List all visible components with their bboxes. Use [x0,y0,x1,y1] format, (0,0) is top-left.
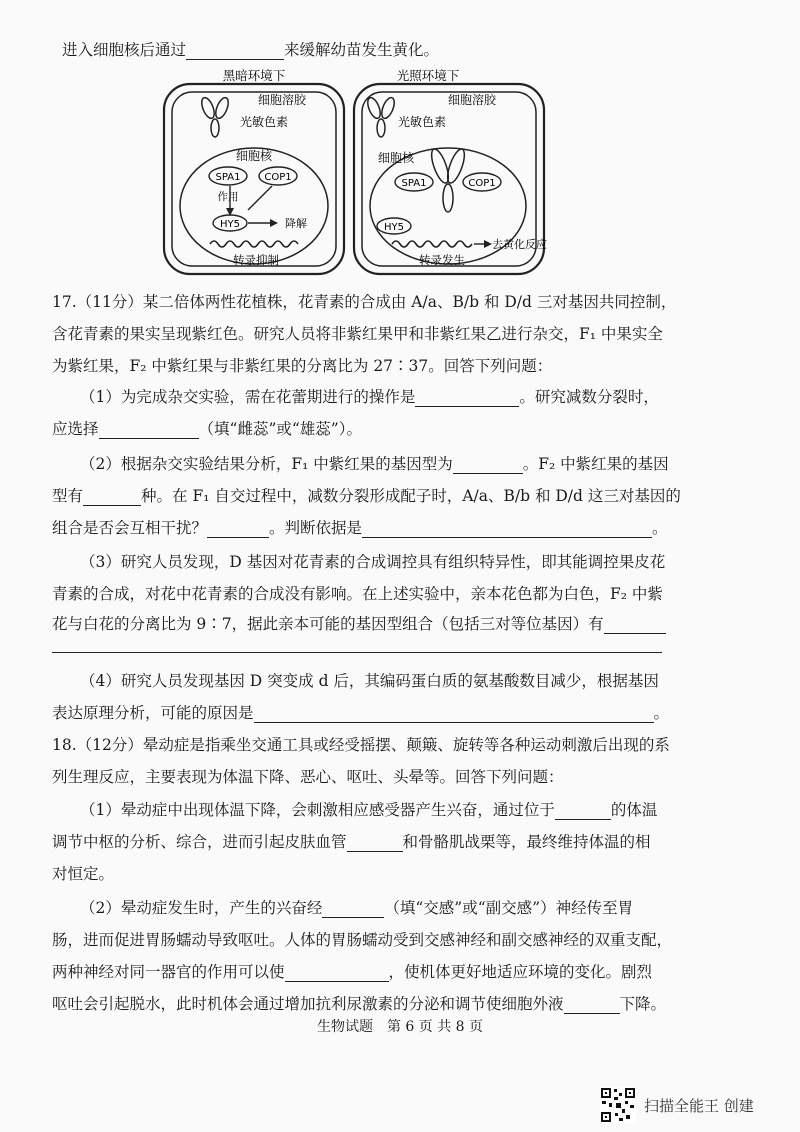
right-hy5-label: HY5 [384,222,404,233]
left-nucleus-label: 细胞核 [235,149,273,163]
left-hy5-label: HY5 [220,219,240,230]
q18-p1-text-2: 的体温 [610,801,658,819]
qr-code-icon [600,1087,636,1123]
left-phytochrome-shape [199,96,231,137]
right-cyto-label: 细胞溶胶 [447,93,497,107]
q18-line-1: 18.（12分）晕动症是指乘坐交通工具或经受摇摆、颠簸、旋转等各种运动刺激后出现的系 [52,736,670,754]
left-result-label: 转录抑制 [233,253,279,267]
q18-part2-line-1 [80,898,633,918]
q18-part1-line-2 [52,832,651,852]
right-pigment-label: 光敏色素 [397,115,447,129]
q17-part3-line-1: （3）研究人员发现，D 基因对花青素的合成调控具有组织特异性，即其能调控果皮花 [80,553,666,571]
answer-blank[interactable] [99,422,199,439]
q17-part4-line-1: （4）研究人员发现基因 D 突变成 d 后，其编码蛋白质的氨基酸数目减少，根据基因 [80,672,659,690]
left-degrade-arrowhead [270,219,278,227]
answer-blank[interactable] [555,803,611,820]
q17-p4-text: 表达原理分析，可能的原因是 [52,704,254,722]
left-pigment-label: 光敏色素 [239,115,289,129]
q17-part3-line-3 [52,614,666,634]
q18-p2-text-5: 呕吐会引起脱水，此时机体会通过增加抗利尿激素的分泌和调节使细胞外液 [52,995,564,1013]
page-footer: 生物试题 第 6 页 共 8 页 [316,1019,484,1035]
q17-part3-line-2: 青素的合成，对花中花青素的合成没有影响。在上述实验中，亲本花色都为白色，F₂ 中紫 [52,585,663,603]
left-action-label: 作用 [217,191,239,203]
intro-text-end: 来缓解幼苗发生黄化。 [284,41,440,59]
q18-p1-text-3: 调节中枢的分析、综合，进而引起皮肤血管 [52,833,347,851]
left-spa1-label: SPA1 [215,172,241,183]
q17-line-1: 17.（11分）某二倍体两性花植株，花青素的合成由 A/a、B/b 和 D/d 三对基因共同控制， [52,293,677,311]
scanner-watermark [600,1087,790,1117]
left-env-label: 黑暗环境下 [222,68,286,83]
q17-part2-line-1 [80,454,669,474]
right-effect-arrowhead [484,240,492,248]
right-dna-shape [392,241,472,247]
q17-p2-text-7: 。 [652,519,668,537]
right-env-label: 光照环境下 [396,68,460,83]
q18-part2-line-2: 肠，进而促进胃肠蠕动导致呕吐。人体的胃肠蠕动受到交感神经和副交感神经的双重支配， [52,931,673,949]
answer-blank[interactable] [207,521,269,538]
q17-p2-text: （2）根据杂交实验结果分析，F₁ 中紫红果的基因型为 [80,455,453,473]
right-result-label: 转录发生 [419,253,465,267]
right-nucleus-label: 细胞核 [377,151,415,165]
right-spa1-label: SPA1 [401,178,427,189]
q17-line-3: 为紫红果，F₂ 中紫红果与非紫红果的分离比为 27∶37。回答下列问题： [52,357,553,375]
q18-p2-text: （2）晕动症发生时，产生的兴奋经 [80,899,323,917]
intro-text: 进入细胞核后通过 [62,41,187,59]
q17-p2-text-5: 组合是否会互相干扰？ [52,519,208,537]
q18-p2-text-3: 两种神经对同一器官的作用可以使 [52,963,285,981]
left-degrade-label: 降解 [285,217,307,230]
q17-p2-text-3: 型有 [52,487,84,505]
q17-p1-text-3: 应选择 [52,420,99,438]
answer-line[interactable] [52,652,662,653]
answer-blank[interactable] [347,835,403,852]
answer-blank[interactable] [564,997,620,1014]
q18-part2-line-4 [52,994,666,1014]
q18-part2-line-3 [52,962,652,982]
answer-blank[interactable] [83,489,141,506]
q18-p1-text: （1）晕动症中出现体温下降，会刺激相应感受器产生兴奋，通过位于 [80,801,555,819]
q18-p2-text-2: （填“交感”或“副交感”）神经传至胃 [384,899,634,917]
left-cop1-arrow [248,186,272,210]
answer-blank[interactable] [322,901,384,918]
q17-part2-line-2 [52,486,681,506]
q18-p2-text-4: ，使机体更好地适应环境的变化。剧烈 [388,963,653,981]
q17-p1-text: （1）为完成杂交实验，需在花蕾期进行的操作是 [80,388,416,406]
q18-part1-line-3: 对恒定。 [52,865,115,883]
answer-blank[interactable] [453,457,523,474]
q17-p2-text-2: 。F₂ 中紫红果的基因 [522,455,669,473]
left-cop1-label: COP1 [264,172,292,183]
answer-blank[interactable] [254,706,654,723]
q17-p1-text-2: 。研究减数分裂时， [519,388,659,406]
answer-blank[interactable] [604,617,666,634]
answer-blank[interactable] [285,965,389,982]
q17-part2-line-3 [52,518,668,538]
q17-p1-text-4: （填“雌蕊”或“雄蕊”）。 [198,420,362,438]
q17-p4-text-2: 。 [653,704,670,722]
intro-line [62,40,439,60]
left-cyto-label: 细胞溶胶 [257,93,307,107]
q17-part4-line-2 [52,703,669,723]
right-effect-label: 去黄化反应 [492,238,547,251]
right-cop1-label: COP1 [468,178,496,189]
answer-blank[interactable] [186,43,284,60]
q17-p2-text-4: 种。在 F₁ 自交过程中，减数分裂形成配子时，A/a、B/b 和 D/d 这三对基因的 [141,487,681,505]
q17-p3-text: 花与白花的分离比为 9∶7，据此亲本可能的基因型组合（包括三对等位基因）有 [52,615,604,633]
q17-line-2: 含花青素的果实呈现紫红色。研究人员将非紫红果甲和非紫红果乙进行杂交，F₁ 中果实全 [52,325,663,343]
scanner-label: 扫描全能王 创建 [644,1097,754,1115]
q17-p2-text-6: 。判断依据是 [269,519,363,537]
q18-p2-text-6: 下降。 [619,995,667,1013]
answer-blank[interactable] [362,521,652,538]
answer-blank[interactable] [415,390,519,407]
left-dna-shape [210,241,298,247]
q17-part1-line-1 [80,387,659,407]
q18-p1-text-4: 和骨骼肌战栗等，最终维持体温的相 [402,833,651,851]
phytochrome-diagram [160,66,560,278]
q17-part1-line-2 [52,419,362,439]
q18-line-2: 列生理反应，主要表现为体温下降、恶心、呕吐、头晕等。回答下列问题： [52,768,564,786]
left-cell-wall [164,84,344,274]
q18-part1-line-1 [80,800,657,820]
